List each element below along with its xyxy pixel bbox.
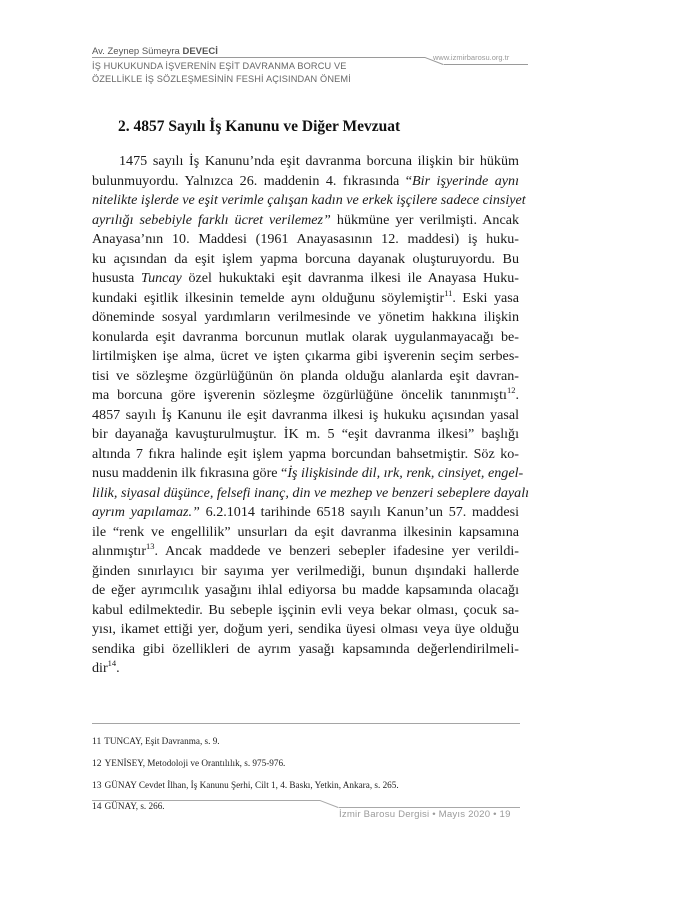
header-rule-right [444, 64, 528, 65]
body-line: lilik, siyasal düşünce, felsefi inanç, din ve mezhep ve benzeri sebeplere dayalı [92, 484, 530, 501]
body-line: döneminde sosyal yardımların verilmesinde ve yönetim hakkına ilişkin [92, 309, 519, 325]
body-line: nitelikte işlerde ve eşit verimle çalışan kadın ve erkek işçilere sadece cinsiyet [92, 192, 526, 208]
footer-rule-right [339, 807, 520, 808]
article-title-line-1: İŞ HUKUKUNDA İŞVERENİN EŞİT DAVRANMA BORCU VE [92, 61, 347, 71]
body-line: konularda eşit davranma borcunun mutlak olarak uygulanmayacağı be- [92, 328, 519, 345]
header-url[interactable]: www.izmirbarosu.org.tr [433, 53, 510, 62]
body-line: ğinden sınırlayıcı bir sayıma yer verilmediği, bunun dışındaki hallerde [92, 562, 519, 579]
header-article-title [92, 60, 351, 86]
header-rule [92, 57, 425, 58]
footnote-number: 12 [92, 757, 102, 769]
body-line: yısı, ikamet ettiği yer, doğum yeri, sendika üyesi olması veya üye olduğu [92, 621, 519, 637]
body-line: sendika gibi özellikleri de ayrım yasağı kapsamında değerlendirilmeli- [92, 640, 519, 657]
body-line: nusu maddenin ilk fıkrasına göre “İş ilişkisinde dil, ırk, renk, cinsiyet, engel- [92, 465, 524, 481]
body-line: alınmıştır$^{13}$. Ancak maddede ve benzeri sebepler ifadesine yer verildi- [92, 541, 519, 559]
footnote-ref: 14 [107, 658, 117, 668]
body-line: 4857 sayılı İş Kanunu ile eşit davranma ilkesi iş hukuku açısından yasal [92, 406, 519, 423]
footnote-number: 11 [92, 736, 102, 747]
body-line: altında 7 fıkra halinde eşit işlem yapma borcundan bahsetmiştir. Söz ko- [92, 445, 519, 462]
footnote-text: YENİSEY, Metodoloji ve Orantılılık, s. 975-976. [104, 757, 286, 768]
body-line: kabul edilmektedir. Bu sebeple işçinin evli veya bekar olması, çocuk sa- [92, 601, 519, 618]
footnote-text: GÜNAY Cevdet İlhan, İş Kanunu Şerhi, Cilt 1, 4. Baskı, Yetkin, Ankara, s. 265. [104, 779, 399, 790]
body-line: ile “renk ve engellilik” unsurları da eşit davranma ilkesinin kapsamına [92, 523, 519, 540]
footer-journal-page: İzmir Barosu Dergisi • Mayıs 2020 • 19 [339, 809, 511, 820]
footnote-ref: 11 [444, 287, 453, 298]
body-line: ayrım yapılamaz.” 6.2.1014 tarihinde 6518 sayılı Kanun’un 57. maddesi [92, 504, 519, 520]
footnote-number: 14 [92, 801, 102, 813]
body-line: ayrılığı sebebiyle farklı ücret verilemez” hükmüne yer verilmişti. Ancak [92, 211, 519, 228]
footnotes [92, 731, 399, 818]
body-line: dir$^{14}$. [92, 658, 120, 676]
footnote-text: GÜNAY, s. 266. [104, 801, 165, 812]
body-line: bulunmuyordu. Yalnızca 26. maddenin 4. fıkrasında “Bir işyerinde aynı [92, 172, 519, 189]
body-line: ku açısından da eşit işlem yapma borcuna dayanak oluşturuyordu. Bu [92, 250, 519, 267]
body-line: Anayasa’nın 10. Maddesi (1961 Anayasasının 12. maddesi) iş huku- [92, 231, 519, 247]
author-surname: DEVECİ [182, 46, 218, 57]
body-line: de eğer ayrımcılık yasağını ihlal ediyorsa bu madde kapsamında olacağı [92, 582, 519, 598]
body-line: ma borcuna göre işverenin sözleşme özgürlüğüne öncelik tanınmıştı$^{12}$. [92, 385, 519, 403]
body-line: tisi ve sözleşme özgürlüğünün ön planda olduğu alanlarda eşit davran- [92, 367, 519, 384]
body-line: hususta Tuncay özel hukuktaki eşit davranma ilkesi ile Anayasa Huku- [92, 270, 520, 286]
footnote [92, 775, 399, 797]
footnote-ref: 12 [506, 385, 516, 395]
author-name: Av. Zeynep Sümeyra [92, 46, 183, 57]
article-title-line-2: ÖZELLİKLE İŞ SÖZLEŞMESİNİN FESHİ AÇISINDAN ÖNEMİ [92, 74, 351, 84]
header-author [92, 46, 218, 57]
body-line: kundaki eşitlik ilkesinin temelde aynı olduğunu söylemiştir$^{11}$. Eski yasa [92, 287, 520, 306]
body-line: lirtilmişken işe alma, ücret ve işten çıkarma gibi işverenin seçim serbes- [92, 348, 519, 364]
footnote [92, 753, 399, 775]
footer-rule [92, 800, 320, 801]
section-heading: 2. 4857 Sayılı İş Kanunu ve Diğer Mevzuat [118, 118, 401, 135]
footnote-ref: 13 [146, 541, 155, 551]
footnote-separator [92, 723, 520, 724]
body-line: bir dayanağa kavuşturulmuştur. İK m. 5 “eşit davranma ilkesi” başlığı [92, 426, 519, 442]
footnote [92, 731, 399, 753]
footnote-text: TUNCAY, Eşit Davranma, s. 9. [104, 736, 220, 746]
footnote-number: 13 [92, 779, 102, 791]
body-text [92, 152, 530, 679]
body-line: 1475 sayılı İş Kanunu’nda eşit davranma borcuna ilişkin bir hüküm [119, 153, 519, 169]
